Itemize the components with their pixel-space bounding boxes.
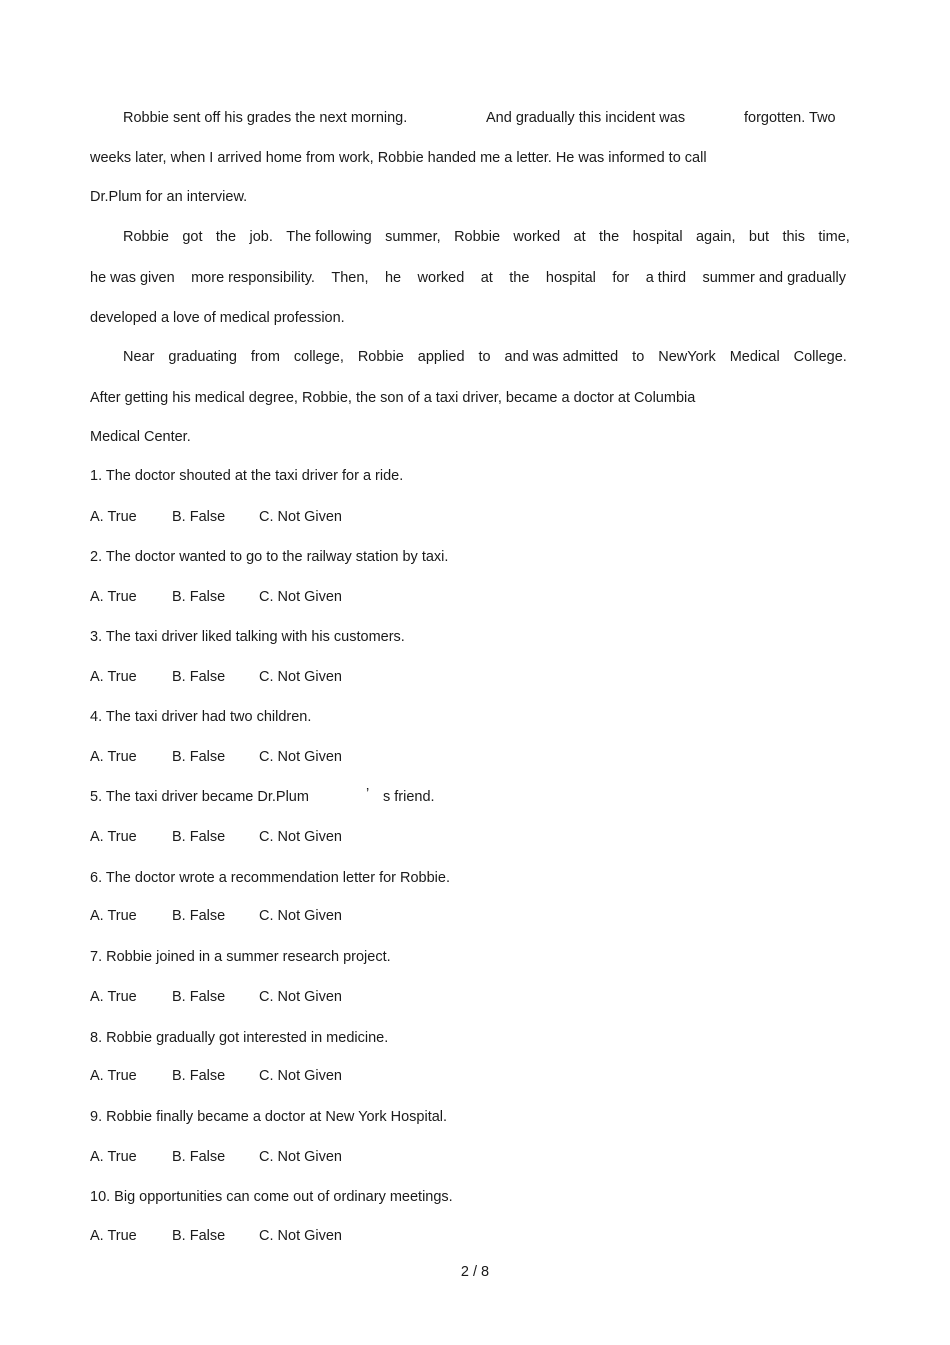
option-false: B. False [172, 989, 226, 1005]
passage-word: he was given [90, 270, 175, 286]
passage-word: time, [818, 229, 850, 245]
passage-word: College. [793, 349, 847, 365]
option-false: B. False [172, 1149, 226, 1165]
option-not-given: C. Not Given [259, 509, 342, 525]
option-not-given: C. Not Given [259, 749, 342, 765]
question-text: 7. Robbie joined in a summer research project. [90, 949, 391, 965]
passage-word: applied [417, 349, 465, 365]
passage-word: hospital [632, 229, 683, 245]
passage-word: the [215, 229, 237, 245]
option-not-given: C. Not Given [259, 829, 342, 845]
passage-word: Then, [331, 270, 369, 286]
passage-justified-line [90, 268, 846, 288]
passage-word: again, [695, 229, 736, 245]
passage-word: he [384, 270, 402, 286]
passage-word: Robbie [123, 229, 169, 245]
option-true: A. True [90, 908, 137, 924]
passage-word: The following [286, 229, 372, 245]
option-false: B. False [172, 1228, 226, 1244]
passage-word: more responsibility. [191, 270, 315, 286]
passage-text: And gradually this incident was [486, 110, 686, 126]
option-false: B. False [172, 829, 226, 845]
question-text-tail: s friend. [383, 789, 435, 805]
question-text: 8. Robbie gradually got interested in medicine. [90, 1030, 389, 1046]
option-false: B. False [172, 749, 226, 765]
passage-word: the [509, 270, 530, 286]
passage-word: but [748, 229, 770, 245]
passage-word: college, [293, 349, 344, 365]
passage-text: forgotten. Two [744, 110, 836, 126]
option-true: A. True [90, 1068, 137, 1084]
question-text: 4. The taxi driver had two children. [90, 709, 312, 725]
passage-word: worked [417, 270, 465, 286]
option-not-given: C. Not Given [259, 1228, 342, 1244]
option-false: B. False [172, 1068, 226, 1084]
passage-word: got [182, 229, 203, 245]
passage-word: graduating [168, 349, 237, 365]
question-text: 5. The taxi driver became Dr.Plum [90, 789, 309, 805]
option-false: B. False [172, 669, 226, 685]
passage-justified-line [123, 227, 850, 247]
passage-word: a third [645, 270, 687, 286]
question-text: 3. The taxi driver liked talking with his customers. [90, 629, 405, 645]
page-number: 2 / 8 [460, 1264, 490, 1280]
option-not-given: C. Not Given [259, 908, 342, 924]
question-text: 6. The doctor wrote a recommendation letter for Robbie. [90, 870, 451, 886]
option-true: A. True [90, 749, 137, 765]
passage-word: hospital [545, 270, 596, 286]
passage-word: at [573, 229, 586, 245]
passage-word: to [632, 349, 645, 365]
passage-word: Robbie [357, 349, 404, 365]
passage-text: developed a love of medical profession. [90, 310, 345, 326]
option-true: A. True [90, 989, 137, 1005]
passage-word: worked [513, 229, 561, 245]
passage-word: NewYork [658, 349, 716, 365]
question-text: 9. Robbie finally became a doctor at New York Hospital. [90, 1109, 448, 1125]
option-true: A. True [90, 589, 137, 605]
question-text: 2. The doctor wanted to go to the railway station by taxi. [90, 549, 449, 565]
passage-word: Near [123, 349, 155, 365]
passage-word: summer and gradually [702, 270, 846, 286]
option-true: A. True [90, 1149, 137, 1165]
passage-text: Medical Center. [90, 429, 191, 445]
passage-word: at [480, 270, 493, 286]
passage-text: weeks later, when I arrived home from work, Robbie handed me a letter. He was informed to call [90, 150, 707, 166]
apostrophe-mark: ’ [366, 786, 370, 802]
option-false: B. False [172, 509, 226, 525]
passage-word: from [250, 349, 280, 365]
option-false: B. False [172, 908, 226, 924]
question-text: 10. Big opportunities can come out of ordinary meetings. [90, 1189, 453, 1205]
passage-text: Robbie sent off his grades the next morning. [123, 110, 408, 126]
option-true: A. True [90, 1228, 137, 1244]
passage-word: the [599, 229, 620, 245]
passage-word: to [478, 349, 491, 365]
option-not-given: C. Not Given [259, 669, 342, 685]
option-not-given: C. Not Given [259, 589, 342, 605]
passage-word: and was admitted [504, 349, 619, 365]
option-false: B. False [172, 589, 226, 605]
passage-word: this [782, 229, 806, 245]
option-not-given: C. Not Given [259, 1149, 342, 1165]
passage-word: job. [249, 229, 273, 245]
option-true: A. True [90, 669, 137, 685]
option-true: A. True [90, 509, 137, 525]
passage-word: Robbie [454, 229, 501, 245]
option-true: A. True [90, 829, 137, 845]
option-not-given: C. Not Given [259, 1068, 342, 1084]
passage-word: summer, [385, 229, 441, 245]
passage-text: After getting his medical degree, Robbie, the son of a taxi driver, became a doctor at Columbia [90, 390, 696, 406]
passage-justified-line [123, 347, 847, 367]
passage-text: Dr.Plum for an interview. [90, 189, 248, 205]
passage-word: Medical [729, 349, 780, 365]
option-not-given: C. Not Given [259, 989, 342, 1005]
passage-word: for [612, 270, 630, 286]
question-text: 1. The doctor shouted at the taxi driver for a ride. [90, 468, 404, 484]
